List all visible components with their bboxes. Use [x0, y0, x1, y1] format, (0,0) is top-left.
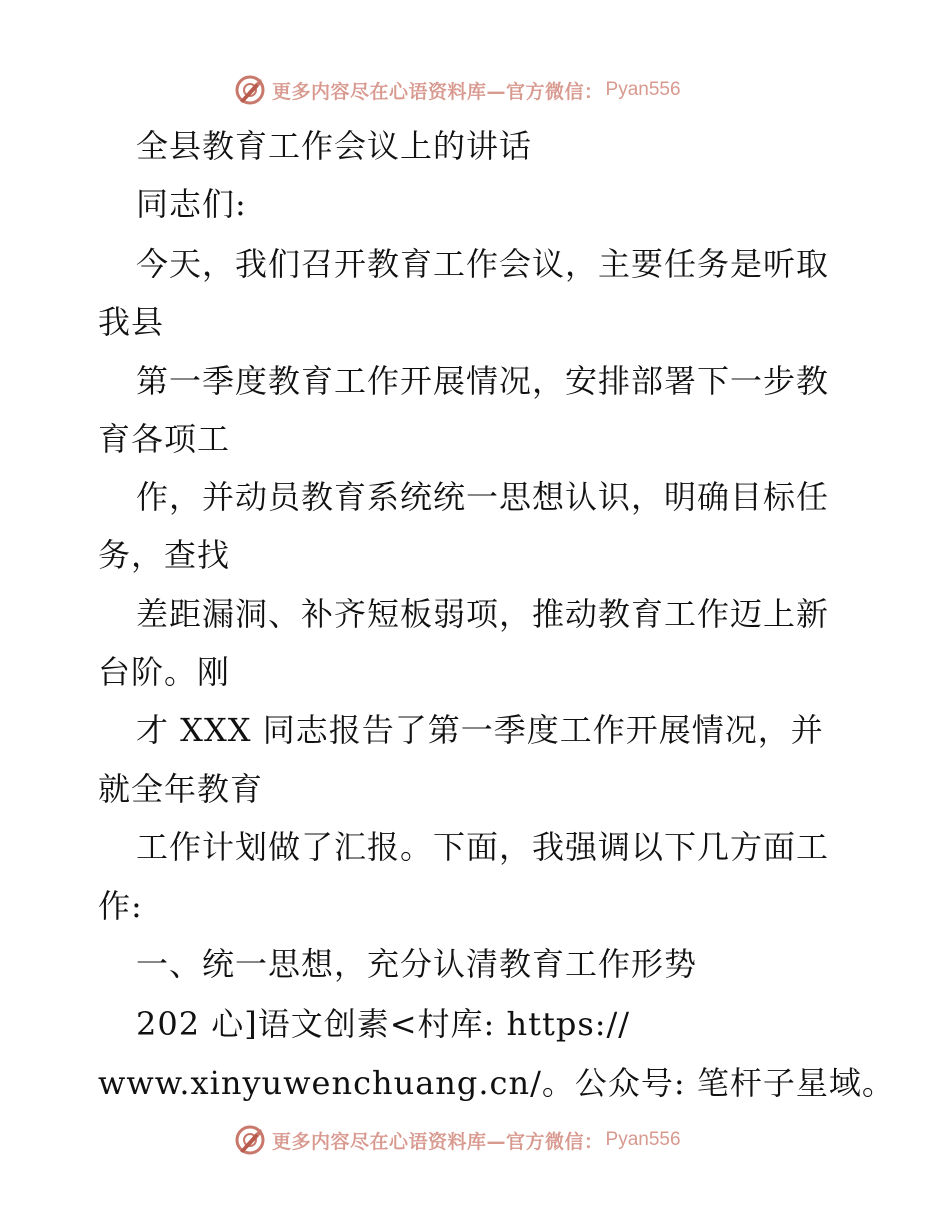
paragraph-line: 作:	[98, 887, 143, 925]
salutation: 同志们:	[136, 185, 247, 223]
paragraph-line: 育各项工	[98, 420, 231, 458]
paragraph-line: 作，并动员教育系统统一思想认识，明确目标任	[136, 478, 830, 516]
document-title: 全县教育工作会议上的讲话	[136, 127, 533, 165]
pen-logo-icon	[234, 74, 266, 106]
paragraph-line: 第一季度教育工作开展情况，安排部署下一步教	[136, 362, 830, 400]
paragraph-line: 差距漏洞、补齐短板弱项，推动教育工作迈上新	[136, 595, 830, 633]
watermark-wechat-id: Pyan556	[605, 79, 681, 100]
paragraph-line: 工作计划做了汇报。下面，我强调以下几方面工	[136, 828, 830, 866]
paragraph-line: 务，查找	[98, 536, 231, 574]
paragraph-line: www.xinyuwenchuang.cn/。公众号: 笔杆子星域。	[98, 1064, 895, 1102]
footer-watermark	[234, 1120, 681, 1160]
paragraph-line: 今天，我们召开教育工作会议，主要任务是听取	[136, 245, 830, 283]
paragraph-line: 我县	[98, 303, 165, 341]
section-heading: 一、统一思想，充分认清教育工作形势	[136, 945, 698, 983]
paragraph-line: 就全年教育	[98, 770, 264, 808]
pen-logo-icon	[234, 1124, 266, 1156]
paragraph-line: 台阶。刚	[98, 653, 231, 691]
watermark-text: 更多内容尽在心语资料库—官方微信：	[272, 80, 604, 103]
paragraph-line: 202 心]语文创素<村库: https://	[136, 1005, 631, 1043]
watermark-wechat-id: Pyan556	[605, 1129, 681, 1150]
paragraph-line: 才 XXX 同志报告了第一季度工作开展情况，并	[136, 711, 824, 749]
header-watermark	[234, 70, 681, 110]
watermark-text: 更多内容尽在心语资料库—官方微信：	[272, 1130, 604, 1153]
